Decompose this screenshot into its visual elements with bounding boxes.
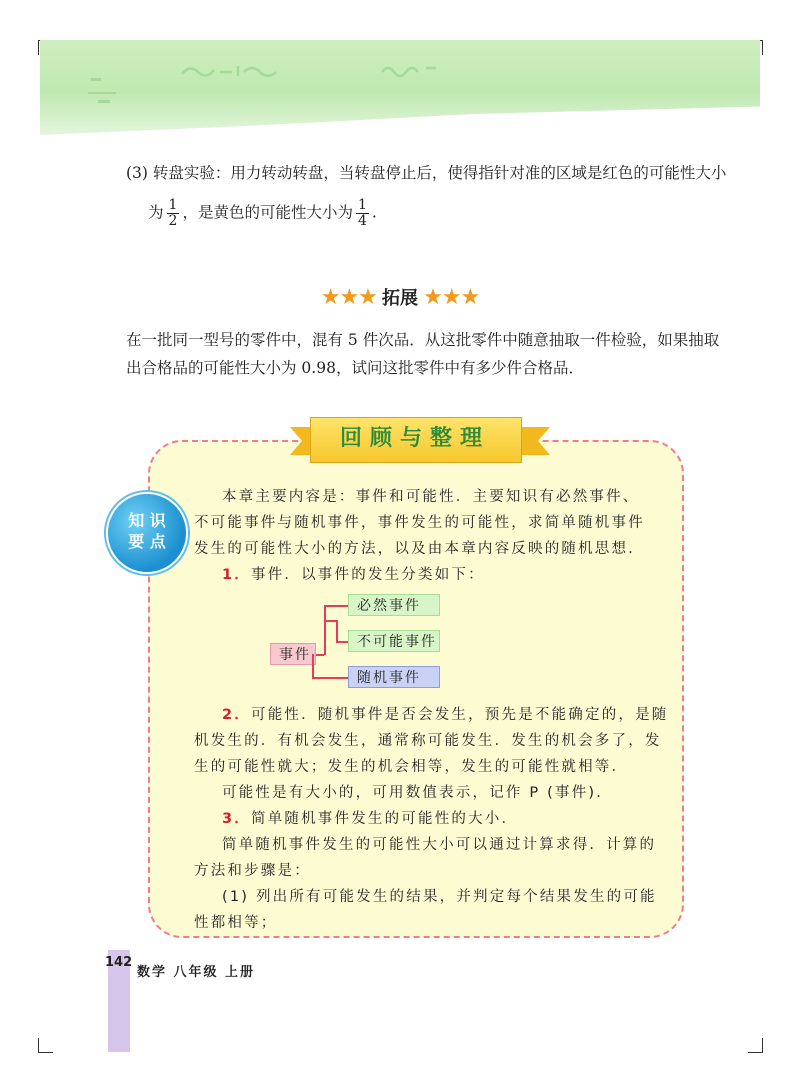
- item-2-line-3: 生的可能性就大；发生的机会相等，发生的可能性就相等．: [194, 759, 629, 775]
- step-1-line-1: (1) 列出所有可能发生的结果，并判定每个结果发生的可能: [222, 889, 657, 905]
- item-2-line-2: 机发生的．有机会发生，通常称可能发生．发生的机会多了，发: [194, 733, 662, 749]
- problem-3-line1: (3) 转盘实验：用力转动转盘，当转盘停止后，使得指针对准的区域是红色的可能性大小: [126, 164, 727, 182]
- crop-mark-bottom-left: [38, 1038, 53, 1053]
- extension-line2: 出合格品的可能性大小为 0.98，试问这批零件中有多少件合格品．: [126, 359, 584, 377]
- item-3-text: 简单随机事件发生的可能性的大小．: [251, 811, 519, 827]
- item-2-text: 可能性．随机事件是否会发生，预先是不能确定的，是随: [251, 707, 669, 723]
- item-1-text: 事件．以事件的发生分类如下：: [251, 567, 485, 583]
- header-decoration-fraction: [88, 74, 118, 121]
- calc-line-2: 方法和步骤是：: [194, 863, 311, 879]
- step-1-line-2: 性都相等；: [194, 915, 278, 931]
- item-3-number: 3．: [222, 811, 251, 827]
- probability-notation: 可能性是有大小的，可用数值表示，记作 P (事件)．: [222, 785, 613, 801]
- fraction-numerator: 1: [357, 197, 367, 213]
- problem-3-suffix: .: [371, 203, 377, 222]
- item-2-number: 2．: [222, 707, 251, 723]
- extension-title: 拓展: [382, 288, 418, 309]
- header-decoration-squiggle: [380, 62, 440, 82]
- problem-3-line2: [148, 198, 377, 234]
- badge-line1: 知 识: [128, 511, 166, 530]
- fraction-denominator: 2: [168, 213, 178, 229]
- crop-mark-bottom-right: [748, 1038, 763, 1053]
- header-band: [40, 40, 760, 135]
- extension-line1: 在一批同一型号的零件中，混有 5 件次品．从这批零件中随意抽取一件检验，如果抽取: [126, 331, 720, 349]
- item-1-number: 1．: [222, 567, 251, 583]
- problem-3-middle: ，是黄色的可能性大小为: [182, 203, 353, 222]
- item-3: [222, 806, 518, 832]
- page-number: 142: [105, 955, 133, 970]
- problem-3-prefix: 为: [148, 203, 164, 222]
- extension-heading: [0, 284, 800, 310]
- header-decoration-formula: [180, 60, 290, 84]
- knowledge-points-badge: [106, 492, 188, 574]
- intro-line-2: 不可能事件与随机事件，事件发生的可能性，求简单随机事件: [194, 515, 645, 531]
- tree-leaf-certain-event: 必然事件: [348, 594, 440, 616]
- tree-root-event: 事件: [270, 643, 316, 665]
- tree-leaf-random-event: 随机事件: [348, 666, 440, 688]
- calc-line-1: 简单随机事件发生的可能性大小可以通过计算求得．计算的: [222, 837, 657, 853]
- review-ribbon: [290, 417, 550, 461]
- badge-line2: 要 点: [128, 532, 166, 551]
- tree-leaf-impossible-event: 不可能事件: [348, 630, 440, 652]
- item-1: [222, 562, 485, 588]
- item-2: [222, 702, 669, 728]
- fraction-one-half: [167, 198, 180, 229]
- intro-line-3: 发生的可能性大小的方法，以及由本章内容反映的随机思想．: [194, 541, 645, 557]
- fraction-numerator: 1: [168, 197, 178, 213]
- book-title: 数学 八年级 上册: [137, 965, 256, 980]
- star-icon-group-left: ★★★: [320, 285, 377, 310]
- fraction-one-quarter: [356, 198, 369, 229]
- review-title: 回顾与整理: [339, 426, 490, 451]
- fraction-denominator: 4: [357, 213, 367, 229]
- intro-line-1: 本章主要内容是：事件和可能性．主要知识有必然事件、: [222, 489, 640, 505]
- star-icon-group-right: ★★★: [423, 285, 480, 310]
